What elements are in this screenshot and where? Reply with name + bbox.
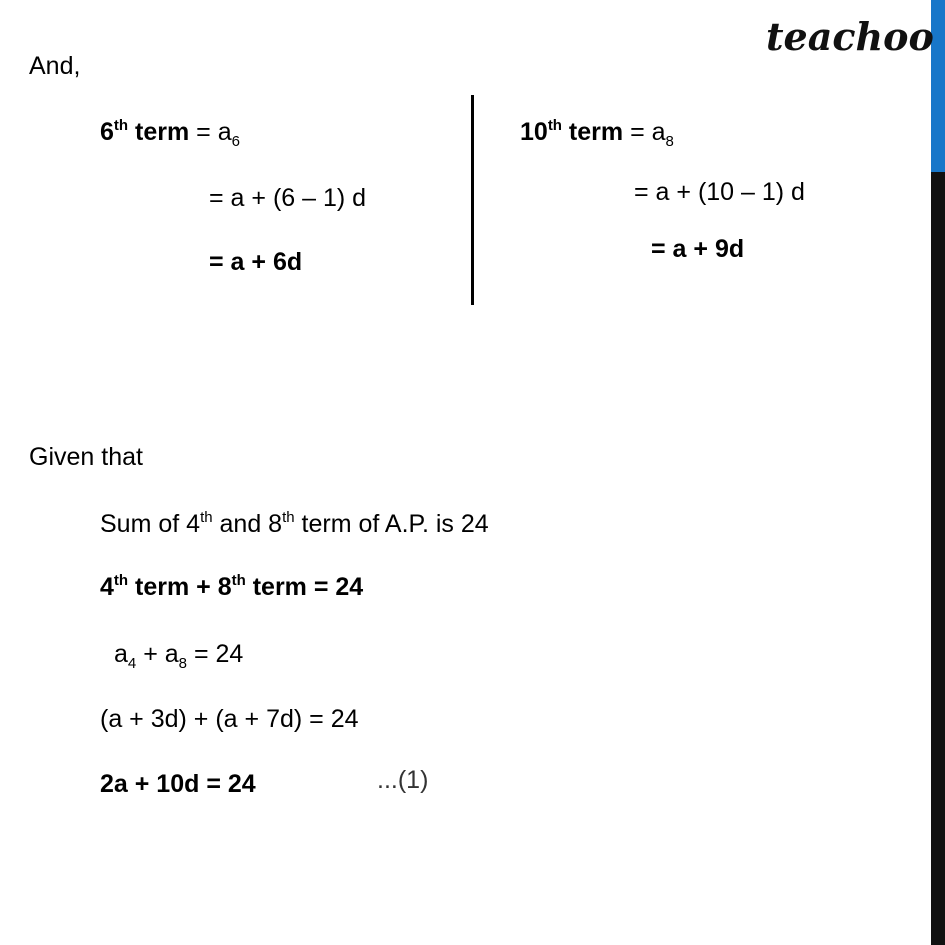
- left-term-step: = a + (6 – 1) d: [209, 184, 367, 212]
- column-divider: [471, 95, 474, 305]
- equation-reference: ...(1): [377, 766, 429, 794]
- right-term-heading: 10th term = $a_8$: [520, 117, 674, 150]
- teachoo-logo: teachoo: [766, 14, 934, 59]
- left-term-result: = a + 6d: [209, 248, 303, 276]
- right-term-step: = a + (10 – 1) d: [634, 178, 805, 206]
- intro-text: And,: [29, 52, 81, 80]
- given-terms-equation: 4th term + 8th term = 24: [100, 572, 364, 601]
- given-expanded-equation: (a + 3d) + (a + 7d) = 24: [100, 705, 359, 733]
- given-a-equation: $a_4 + a_8 = 24$: [114, 640, 244, 672]
- given-result-equation: 2a + 10d = 24: [100, 770, 256, 798]
- given-heading: Given that: [29, 443, 143, 471]
- left-term-heading: 6th term = $a_6$: [100, 117, 240, 150]
- given-sum-statement: Sum of 4th and 8th term of A.P. is 24: [100, 509, 489, 538]
- right-term-result: = a + 9d: [651, 235, 745, 263]
